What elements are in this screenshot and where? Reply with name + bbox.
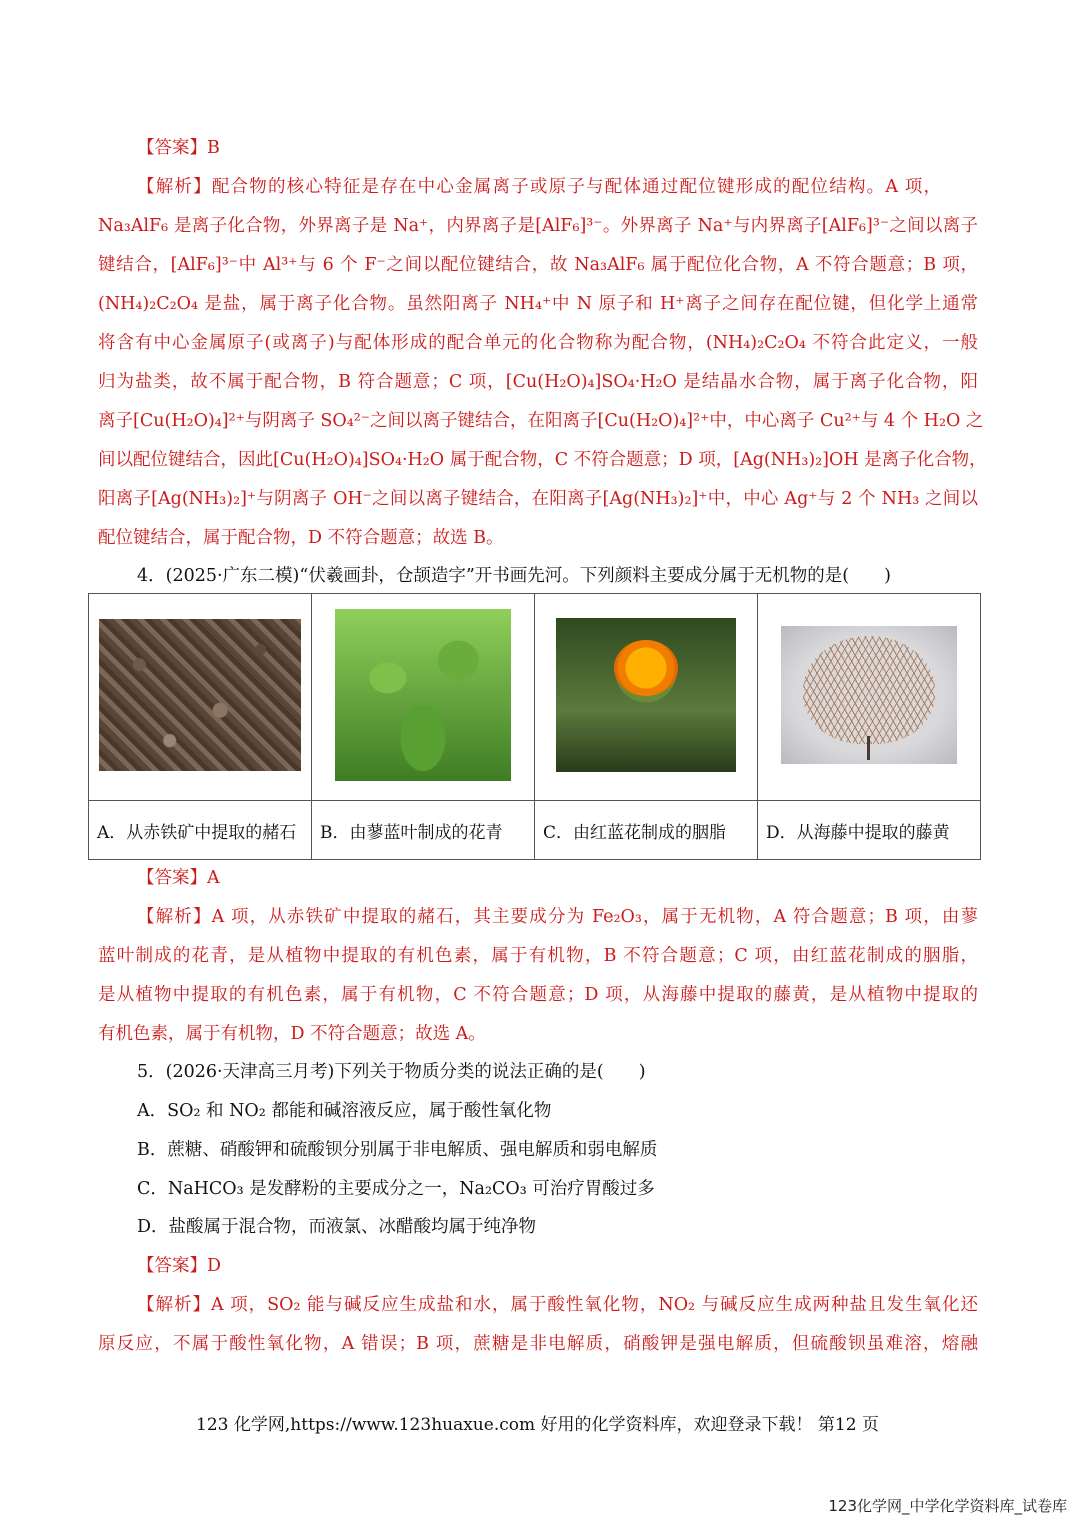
q3-analysis-line-1: Na₃AlF₆ 是离子化合物，外界离子是 Na⁺，内界离子是[AlF₆]³⁻。外界离子 Na⁺与内界离子[AlF₆]³⁻之间以离子 bbox=[98, 216, 978, 236]
q4-analysis-line-0: 【解析】A 项，从赤铁矿中提取的赭石，其主要成分为 Fe₂O₃，属于无机物，A 符合题意；B 项，由蓼 bbox=[137, 907, 978, 927]
q3-analysis-line-9: 配位键结合，属于配合物，D 不符合题意；故选 B。 bbox=[98, 528, 504, 548]
q4-answer: 【答案】A bbox=[137, 868, 220, 888]
q5-analysis-line-1: 原反应，不属于酸性氧化物，A 错误；B 项，蔗糖是非电解质，硝酸钾是强电解质，但硫酸钡虽难溶，熔融 bbox=[98, 1334, 978, 1354]
q3-analysis-line-4: 将含有中心金属原子(或离子)与配体形成的配合单元的化合物称为配合物，(NH₄)₂C₂O₄ 不符合此定义，一般 bbox=[98, 333, 978, 353]
q4-image-cell-d bbox=[758, 594, 981, 801]
page-footer: 123 化学网,https://www.123huaxue.com 好用的化学资料库，欢迎登录下载！ 第12 页 bbox=[196, 1415, 879, 1435]
watermark-text: 123化学网_中学化学资料库_试卷库 bbox=[828, 1497, 1067, 1515]
gamboge-image bbox=[781, 626, 957, 764]
q3-analysis-line-2: 键结合，[AlF₆]³⁻中 Al³⁺与 6 个 F⁻之间以配位键结合，故 Na₃AlF₆ 属于配位化合物，A 不符合题意；B 项， bbox=[98, 255, 978, 275]
q4-image-cell-a bbox=[89, 594, 312, 801]
ochre-image bbox=[99, 619, 301, 771]
q5-stem: 5．(2026·天津高三月考)下列关于物质分类的说法正确的是( ) bbox=[137, 1062, 646, 1082]
q4-stem: 4．(2025·广东二模)“伏羲画卦，仓颉造字”开书画先河。下列颜料主要成分属于无机物的是( ) bbox=[137, 566, 891, 586]
q5-analysis-line-0: 【解析】A 项，SO₂ 能与碱反应生成盐和水，属于酸性氧化物，NO₂ 与碱反应生成两种盐且发生氧化还 bbox=[137, 1295, 978, 1315]
q5-option-a: A．SO₂ 和 NO₂ 都能和碱溶液反应，属于酸性氧化物 bbox=[137, 1101, 552, 1121]
q5-option-d: D．盐酸属于混合物，而液氯、冰醋酸均属于纯净物 bbox=[137, 1217, 537, 1237]
q3-analysis-line-0: 【解析】配合物的核心特征是存在中心金属离子或原子与配体通过配位键形成的配位结构。A 项， bbox=[137, 177, 942, 197]
q4-analysis-line-3: 有机色素，属于有机物，D 不符合题意；故选 A。 bbox=[98, 1024, 486, 1044]
safflower-image bbox=[556, 618, 736, 772]
q3-answer: 【答案】B bbox=[137, 138, 220, 158]
q5-answer: 【答案】D bbox=[137, 1256, 222, 1276]
q5-option-b: B．蔗糖、硝酸钾和硫酸钡分别属于非电解质、强电解质和弱电解质 bbox=[137, 1140, 658, 1160]
indigo-leaf-image bbox=[335, 609, 511, 781]
q4-pigment-table bbox=[88, 593, 981, 860]
q3-analysis-line-7: 间以配位键结合，因此[Cu(H₂O)₄]SO₄·H₂O 属于配合物，C 不符合题意；D 项，[Ag(NH₃)₂]OH 是离子化合物， bbox=[98, 450, 987, 470]
q3-analysis-line-6: 离子[Cu(H₂O)₄]²⁺与阴离子 SO₄²⁻之间以离子键结合，在阳离子[Cu(H₂O)₄]²⁺中，中心离子 Cu²⁺与 4 个 H₂O 之 bbox=[98, 411, 984, 431]
q5-option-c: C．NaHCO₃ 是发酵粉的主要成分之一，Na₂CO₃ 可治疗胃酸过多 bbox=[137, 1179, 655, 1199]
q3-analysis-line-3: (NH₄)₂C₂O₄ 是盐，属于离子化合物。虽然阳离子 NH₄⁺中 N 原子和 H⁺离子之间存在配位键，但化学上通常 bbox=[98, 294, 978, 314]
q3-analysis-line-8: 阳离子[Ag(NH₃)₂]⁺与阴离子 OH⁻之间以离子键结合，在阳离子[Ag(NH₃)₂]⁺中，中心 Ag⁺与 2 个 NH₃ 之间以 bbox=[98, 489, 978, 509]
q4-analysis-line-2: 是从植物中提取的有机色素，属于有机物，C 不符合题意；D 项，从海藤中提取的藤黄，是从植物中提取的 bbox=[98, 985, 978, 1005]
q4-option-c: C．由红蓝花制成的胭脂 bbox=[535, 801, 758, 860]
q4-option-b: B．由蓼蓝叶制成的花青 bbox=[312, 801, 535, 860]
q3-analysis-line-5: 归为盐类，故不属于配合物，B 符合题意；C 项，[Cu(H₂O)₄]SO₄·H₂O 是结晶水合物，属于离子化合物，阳 bbox=[98, 372, 978, 392]
q4-image-cell-b bbox=[312, 594, 535, 801]
q4-option-d: D．从海藤中提取的藤黄 bbox=[758, 801, 981, 860]
q4-image-cell-c bbox=[535, 594, 758, 801]
q4-option-a: A．从赤铁矿中提取的赭石 bbox=[89, 801, 312, 860]
q4-analysis-line-1: 蓝叶制成的花青，是从植物中提取的有机色素，属于有机物，B 不符合题意；C 项，由红蓝花制成的胭脂， bbox=[98, 946, 978, 966]
